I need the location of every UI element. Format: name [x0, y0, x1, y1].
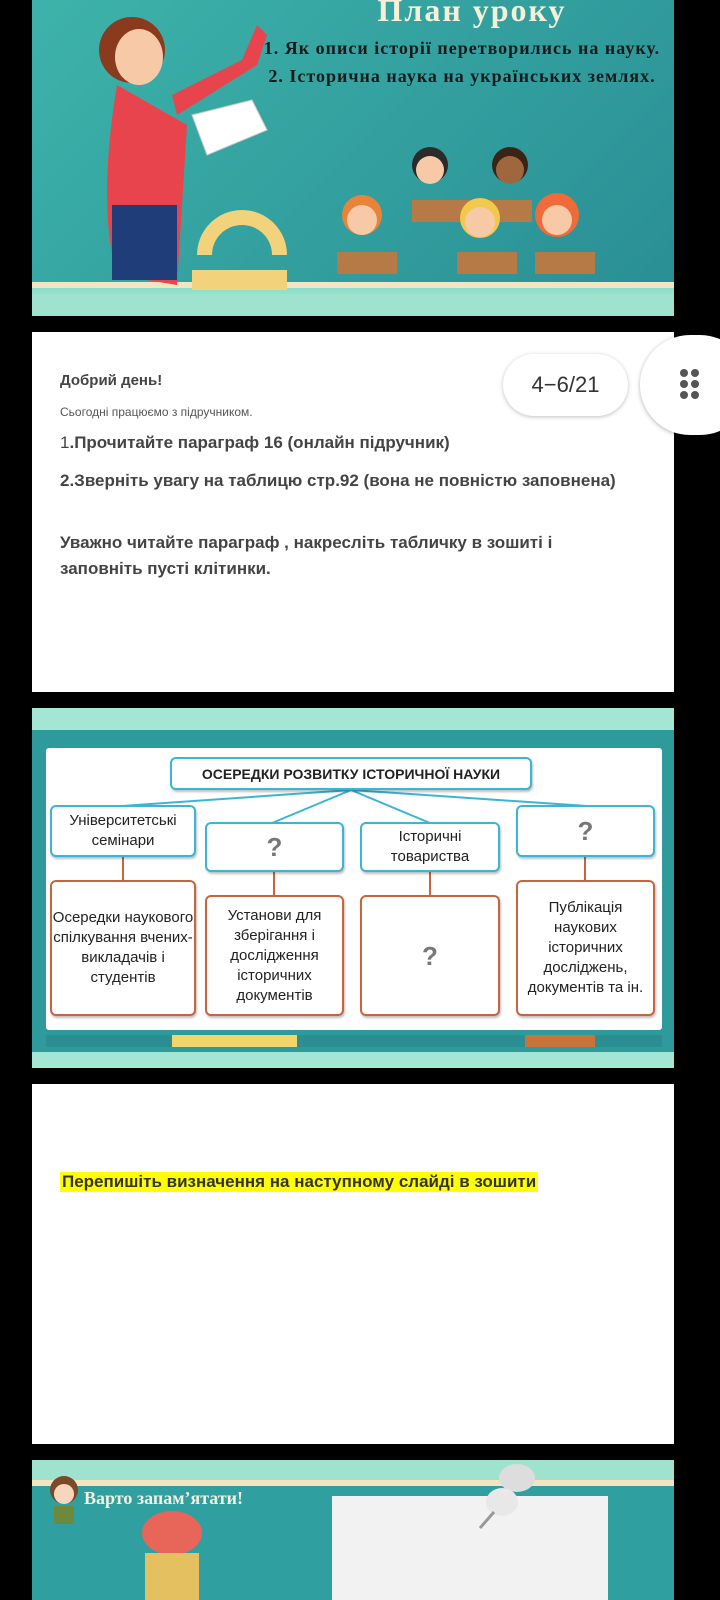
step-1 — [60, 433, 450, 453]
highlighted-instruction: Перепишіть визначення на наступному слайді в зошити — [62, 1172, 537, 1191]
description-box: Установи для зберігання і дослідження історичних документів — [205, 895, 344, 1016]
slide-lesson-plan[interactable] — [32, 0, 674, 316]
plan-item: 2. Історична наука на українських землях. — [268, 66, 656, 86]
pushpin-icon — [462, 1460, 542, 1540]
category-box-blank: ? — [516, 805, 655, 857]
girl-avatar-icon — [44, 1468, 84, 1528]
subtitle: Сьогодні працюємо з підручником. — [60, 405, 253, 419]
step-2: 2.Зверніть увагу на таблицю стр.92 (вона не повністю заповнена) — [60, 471, 616, 490]
category-box: Університетські семінари — [50, 805, 196, 857]
category-box-blank: ? — [205, 822, 344, 872]
slide-title: Варто запам’ятати! — [84, 1488, 244, 1508]
greeting: Добрий день! — [60, 372, 163, 389]
board-tray — [32, 294, 674, 316]
slide-note[interactable] — [32, 1084, 674, 1444]
description-box-blank: ? — [360, 895, 500, 1016]
teacher-illustration — [57, 5, 287, 290]
step-1-number: 1 — [60, 433, 70, 452]
description-box: Публікація наукових історичних досліджень, документів та ін. — [516, 880, 655, 1016]
grid-dots-icon — [680, 369, 700, 399]
pencil-illustration — [137, 1508, 207, 1600]
lesson-plan-list — [257, 34, 667, 90]
category-box: Історичні товариства — [360, 822, 500, 872]
slide-diagram[interactable] — [32, 708, 674, 1068]
board-top — [32, 1460, 674, 1486]
slide-remember[interactable] — [32, 1460, 674, 1600]
description-box: Осередки наукового спілкування вчених-викладачів і студентів — [50, 880, 196, 1016]
slide-title: План уроку — [377, 0, 567, 28]
plan-item: 1. Як описи історії перетворились на науку. — [263, 38, 661, 58]
step-1-text: .Прочитайте параграф 16 (онлайн підручник) — [69, 433, 450, 452]
step-3: Уважно читайте параграф , накресліть табличку в зошиті і заповніть пусті клітинки. — [60, 533, 553, 578]
students-illustration — [332, 140, 602, 290]
page-indicator: 4−6/21 — [503, 354, 628, 416]
diagram-title: ОСЕРЕДКИ РОЗВИТКУ ІСТОРИЧНОЇ НАУКИ — [170, 757, 532, 790]
